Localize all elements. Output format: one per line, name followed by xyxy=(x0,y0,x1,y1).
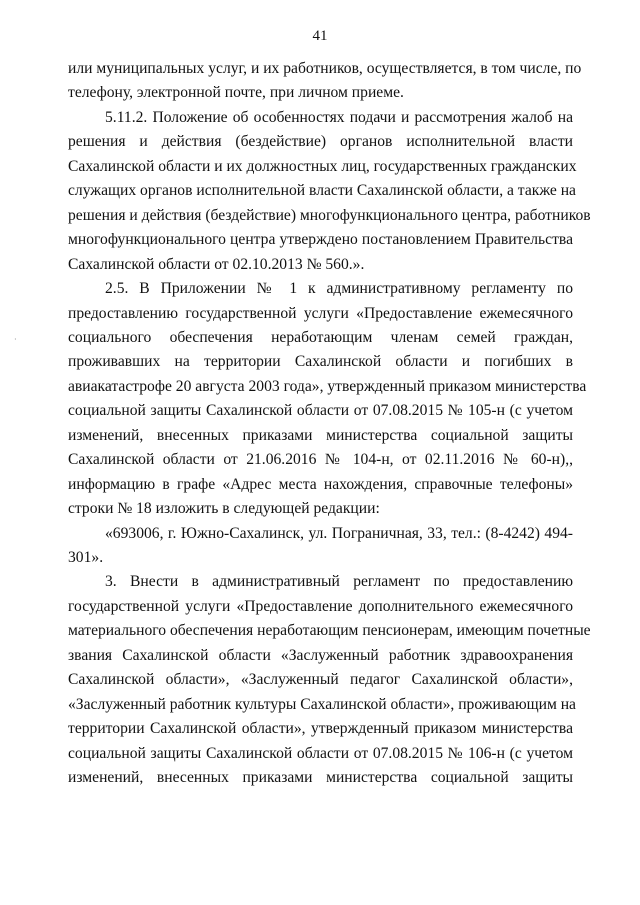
text-line: Сахалинской области», «Заслуженный педагог Сахалинской области», xyxy=(68,671,573,689)
text-line: телефону, электронной почте, при личном приеме. xyxy=(68,84,404,102)
text-line: «Заслуженный работник культуры Сахалинской области», проживающим на xyxy=(68,695,576,713)
text-line: изменений, внесенных приказами министерства социальной защиты xyxy=(68,426,573,444)
text-line: территории Сахалинской области», утвержденный приказом министерства xyxy=(68,720,573,738)
text-line: «693006, г. Южно-Сахалинск, ул. Пограничная, 33, тел.: (8-4242) 494- xyxy=(105,524,573,542)
text-line: решения и действия (бездействие) органов исполнительной власти xyxy=(68,133,573,151)
page-number: 41 xyxy=(312,28,328,44)
text-line: или муниципальных услуг, и их работников, осуществляется, в том числе, по xyxy=(68,60,582,77)
text-line: социальной защиты Сахалинской области от 07.08.2015 № 105-н (с учетом xyxy=(68,402,573,420)
text-line: изменений, внесенных приказами министерства социальной защиты xyxy=(68,769,573,787)
text-line: социальной защиты Сахалинской области от 07.08.2015 № 106-н (с учетом xyxy=(68,744,573,762)
text-line: Сахалинской области от 21.06.2016 № 104-н, от 02.11.2016 № 60-н),, xyxy=(68,451,573,469)
text-line: социального обеспечения неработающим членам семей граждан, xyxy=(68,328,573,346)
text-line: государственной услуги «Предоставление дополнительного ежемесячного xyxy=(68,597,573,615)
text-line: 3. Внести в административный регламент по предоставлению xyxy=(105,573,573,591)
text-line: Сахалинской области и их должностных лиц, государственных гражданских xyxy=(68,157,577,175)
text-line: 5.11.2. Положение об особенностях подачи и рассмотрения жалоб на xyxy=(105,108,573,126)
text-line: служащих органов исполнительной власти Сахалинской области, а также на xyxy=(68,182,576,200)
text-line: строки № 18 изложить в следующей редакции: xyxy=(68,500,380,518)
text-line: авиакатастрофе 20 августа 2003 года», утвержденный приказом министерства xyxy=(68,377,587,395)
text-line: предоставлению государственной услуги «Предоставление ежемесячного xyxy=(68,304,573,322)
text-line: материального обеспечения неработающим пенсионерам, имеющим почетные xyxy=(68,622,591,640)
text-line: решения и действия (бездействие) многофункционального центра, работников xyxy=(68,206,591,224)
margin-speck: · xyxy=(14,335,17,344)
text-line: многофункционального центра утверждено постановлением Правительства xyxy=(68,231,573,249)
text-line: Сахалинской области от 02.10.2013 № 560.». xyxy=(68,255,365,273)
text-line: проживавших на территории Сахалинской области и погибших в xyxy=(68,353,573,371)
text-line: звания Сахалинской области «Заслуженный работник здравоохранения xyxy=(68,646,573,664)
text-line: информацию в графе «Адрес места нахождения, справочные телефоны» xyxy=(68,475,573,493)
text-line: 301». xyxy=(68,549,104,566)
text-line: 2.5. В Приложении № 1 к административному регламенту по xyxy=(105,280,573,298)
